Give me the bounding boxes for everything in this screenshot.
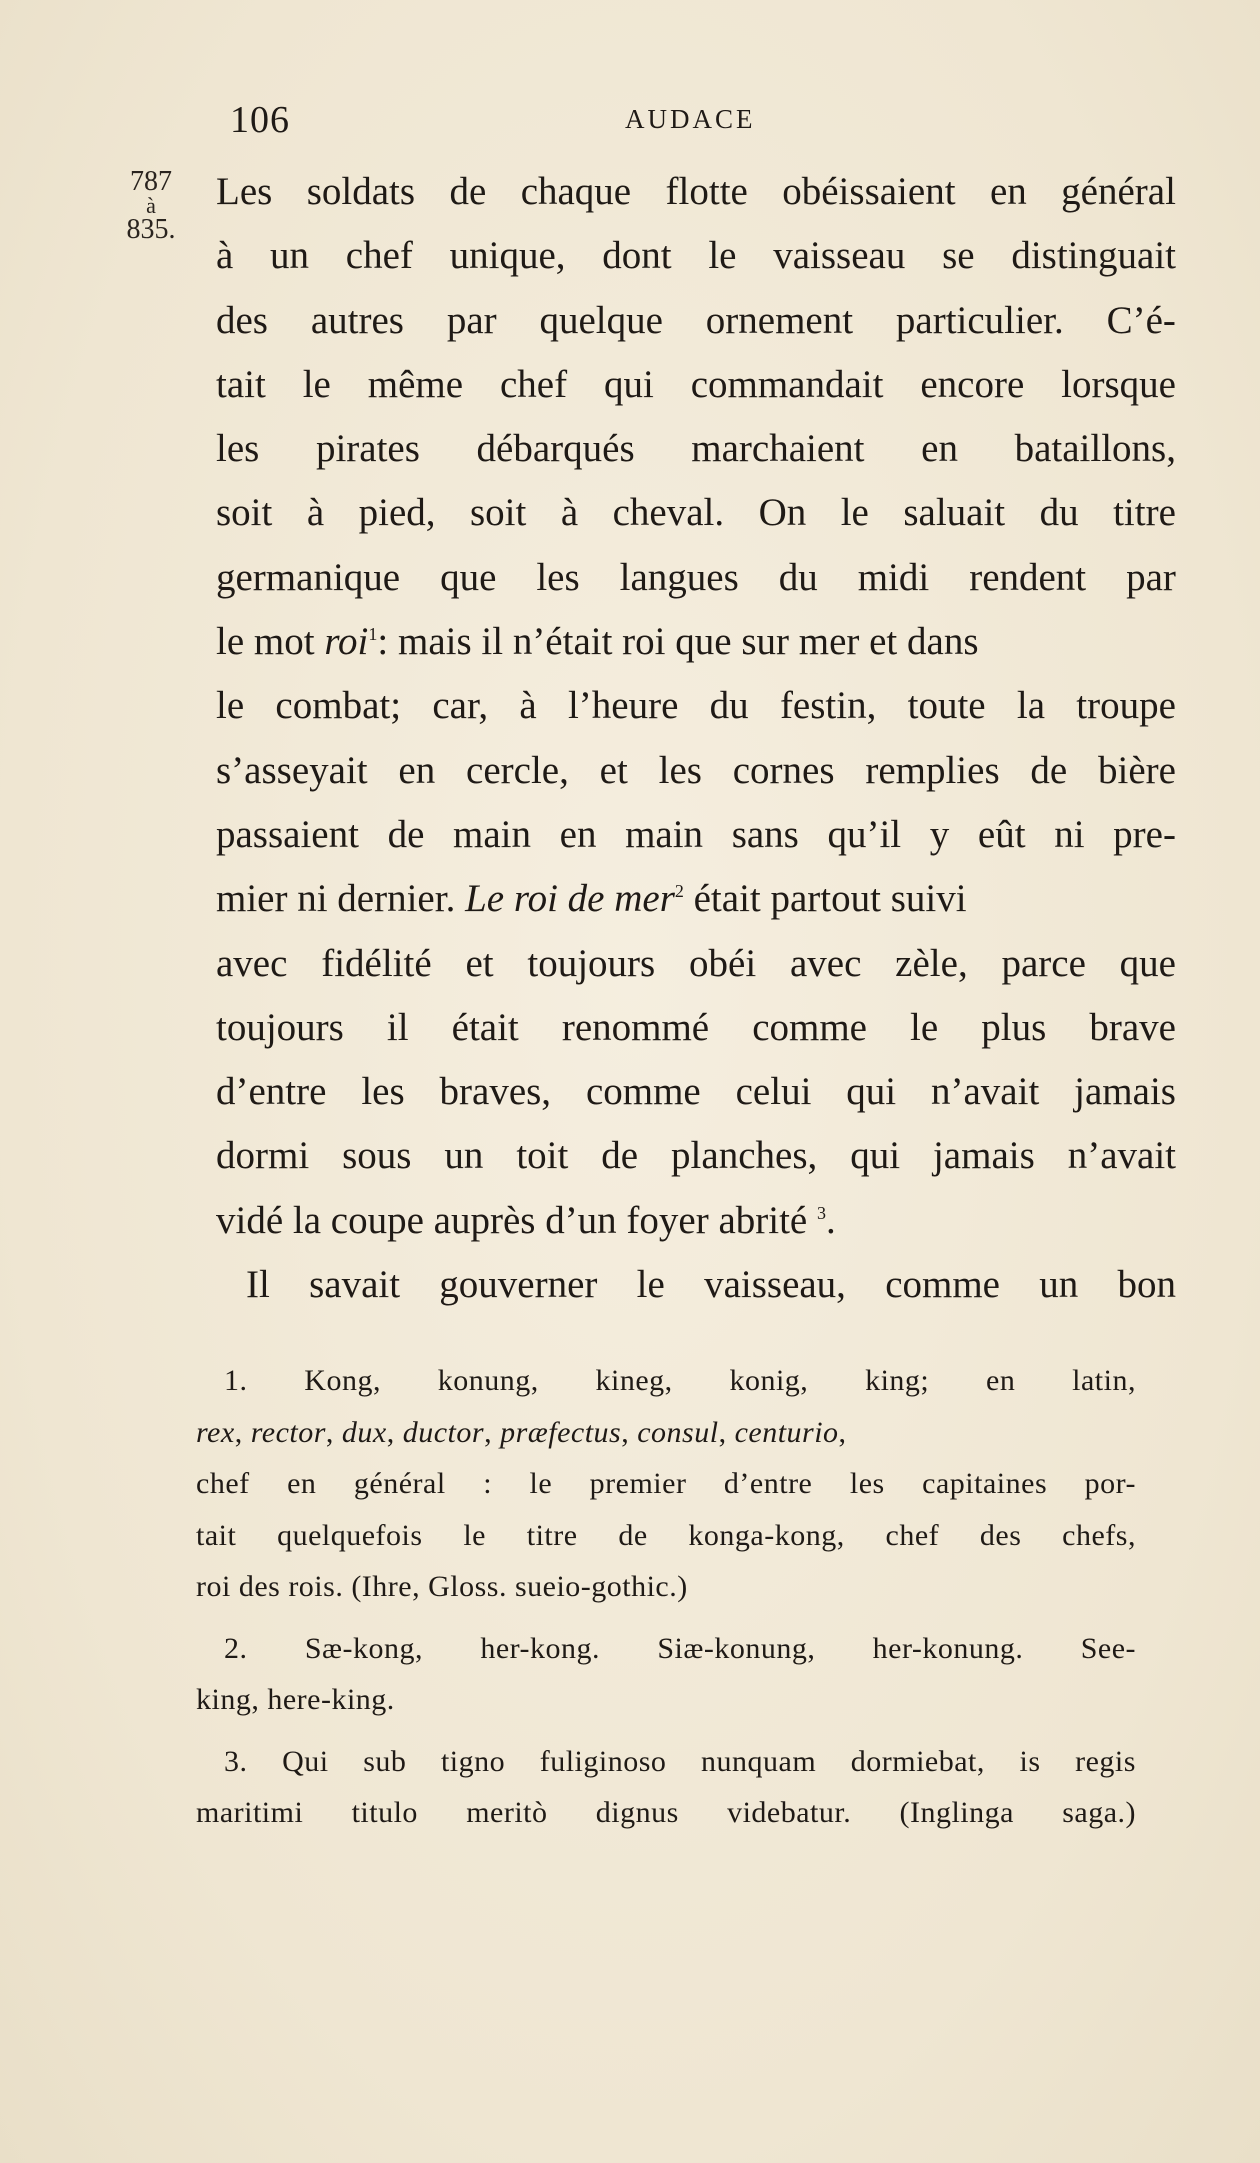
margin-year-from: 787 [130,166,172,197]
margin-year-to: 835. [126,214,176,245]
text-line: germanique que les langues du midi rendent par [216,555,1176,599]
footnote-line: king, here-king. [196,1683,395,1716]
text-line: s’asseyait en cercle, et les cornes remplies de bière [216,748,1176,792]
text-line: des autres par quelque ornement particulier. C’é- [216,298,1176,342]
text-line: Il savait gouverner le vaisseau, comme un bon [246,1263,1176,1307]
page-number: 106 [230,99,290,141]
text-line: mier ni dernier. Le roi de mer$^2$ était partout suivi [216,877,967,921]
text-line: dormi sous un toit de planches, qui jamais n’avait [216,1134,1176,1178]
text-line: soit à pied, soit à cheval. On le saluait du titre [216,491,1176,535]
margin-joiner: à [146,193,156,218]
footnote-line: roi des rois. (Ihre, Gloss. sueio-gothic.) [196,1570,688,1603]
footnote-line: chef en général : le premier d’entre les capitaines por- [196,1467,1136,1500]
page-header [230,98,1090,148]
text-line: à un chef unique, dont le vaisseau se distinguait [216,234,1176,278]
footnote-line: 3. Qui sub tigno fuliginoso nunquam dormiebat, is regis [224,1744,1136,1778]
footnote-line: rex, rector, dux, ductor, præfectus, consul, centurio, [196,1415,847,1449]
margin-date-range [96,168,206,244]
text-line: passaient de main en main sans qu’il y eût ni pre- [216,812,1176,856]
footnote-line: 2. Sæ-kong, her-kong. Siæ-konung, her-konung. See- [224,1631,1136,1665]
running-title: AUDACE [625,104,756,134]
text-line: vidé la coupe auprès d’un foyer abrité $^3$. [216,1198,836,1242]
footnotes [196,1355,1136,1839]
text-line: Les soldats de chaque flotte obéissaient en général [216,170,1176,213]
footnote-line: maritimi titulo meritò dignus videbatur. (Inglinga saga.) [196,1796,1136,1829]
text-line: d’entre les braves, comme celui qui n’avait jamais [216,1070,1176,1114]
text-line: le combat; car, à l’heure du festin, toute la troupe [216,684,1176,728]
text-line: le mot roi$^1$: mais il n’était roi que sur mer et dans [216,620,979,664]
footnote-line: tait quelquefois le titre de konga-kong, chef des chefs, [196,1518,1136,1552]
main-text [216,160,1176,1317]
footnote-line: 1. Kong, konung, kineg, konig, king; en latin, [224,1364,1136,1397]
text-line: avec fidélité et toujours obéi avec zèle, parce que [216,941,1176,985]
text-line: les pirates débarqués marchaient en bataillons, [216,427,1176,471]
text-line: toujours il était renommé comme le plus brave [216,1005,1176,1049]
text-line: tait le même chef qui commandait encore lorsque [216,362,1176,406]
